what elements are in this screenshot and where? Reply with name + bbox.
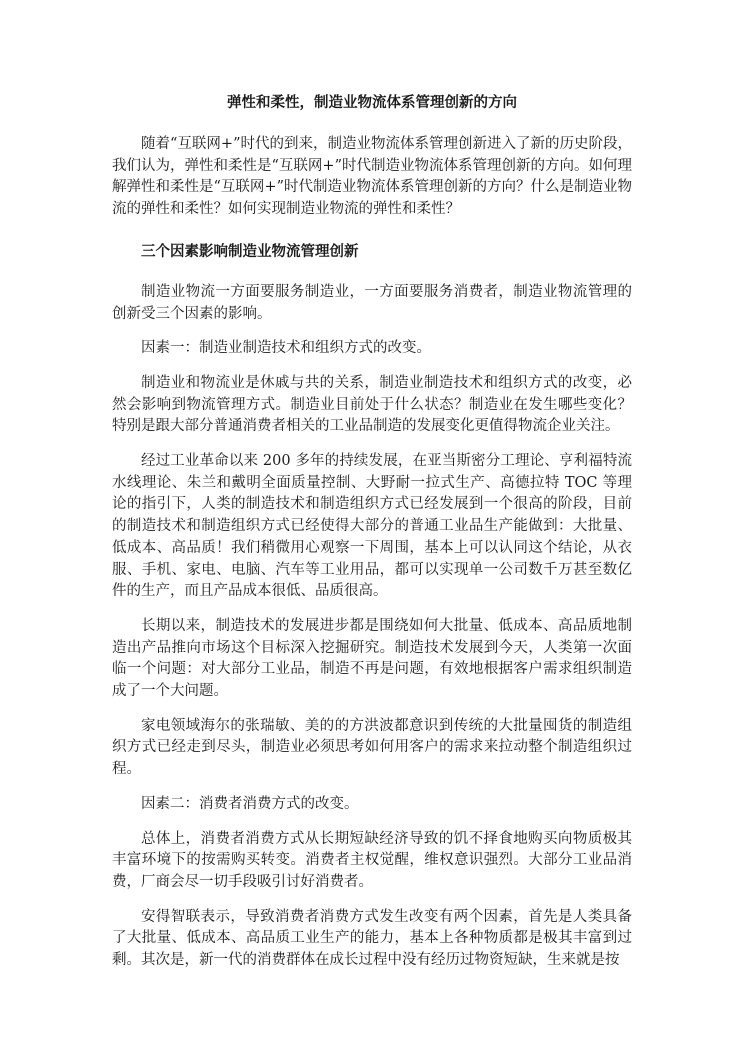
paragraph-6: 总体上，消费者消费方式从长期短缺经济导致的饥不择食地购买向物质极其丰富环境下的按需购买转变。消费者主权觉醒，维权意识强烈。大部分工业品消费，厂商会尽一切手段吸引讨好消费者。 [112, 830, 632, 890]
intro-paragraph: 随着“互联网+”时代的到来，制造业物流体系管理创新进入了新的历史阶段，我们认为，弹性和柔性是“互联网+”时代制造业物流体系管理创新的方向。如何理解弹性和柔性是“互联网+”时代制造业物流体系管理创新的方向？什么是制造业物流的弹性和柔性？如何实现制造业物流的弹性和柔性？ [112, 136, 632, 218]
paragraph-2: 制造业和物流业是休戚与共的关系，制造业制造技术和组织方式的改变，必然会影响到物流管理方式。制造业目前处于什么状态？制造业在发生哪些变化？特别是跟大部分普通消费者相关的工业品制造的发展变化更值得物流企业关注。 [112, 374, 632, 435]
paragraph-5: 家电领域海尔的张瑞敏、美的的方洪波都意识到传统的大批量囤货的制造组织方式已经走到尽头，制造业必须思考如何用客户的需求来拉动整个制造组织过程。 [112, 717, 632, 778]
paragraph-3: 经过工业革命以来 200 多年的持续发展，在亚当斯密分工理论、亨利福特流水线理论、朱兰和戴明全面质量控制、大野耐一拉式生产、高德拉特 TOC 等理论的指引下，人类的制造技术和制造组织方式已经发展到一个很高的阶段，目前的制造技术和制造组织方式已经使得大部分的普通工业品生产能做到：大批量、低成本、高品质！我们稍微用心观察一下周围，基本上可以认同这个结论，从衣服、手机、家电、电脑、汽车等工业用品，都可以实现单一公司数千万甚至数亿件的生产，而且产品成本很低、品质很高。 [112, 453, 632, 600]
factor-two-heading: 因素二：消费者消费方式的改变。 [141, 795, 359, 812]
paragraph-1: 制造业物流一方面要服务制造业，一方面要服务消费者，制造业物流管理的创新受三个因素的影响。 [112, 283, 632, 322]
document-title: 弹性和柔性，制造业物流体系管理创新的方向 [227, 94, 517, 111]
paragraph-4: 长期以来，制造技术的发展进步都是围绕如何大批量、低成本、高品质地制造出产品推向市场这个目标深入挖掘研究。制造技术发展到今天，人类第一次面临一个问题：对大部分工业品，制造不再是问题，有效地根据客户需求组织制造成了一个大问题。 [112, 617, 632, 700]
factor-one-heading: 因素一：制造业制造技术和组织方式的改变。 [141, 340, 431, 357]
paragraph-7: 安得智联表示，导致消费者消费方式发生改变有两个因素，首先是人类具备了大批量、低成本、高品质工业生产的能力，基本上各种物质都是极其丰富到过剩。其次是，新一代的消费群体在成长过程中没有经历过物资短缺，生来就是按 [112, 908, 632, 969]
section-heading: 三个因素影响制造业物流管理创新 [141, 242, 359, 260]
